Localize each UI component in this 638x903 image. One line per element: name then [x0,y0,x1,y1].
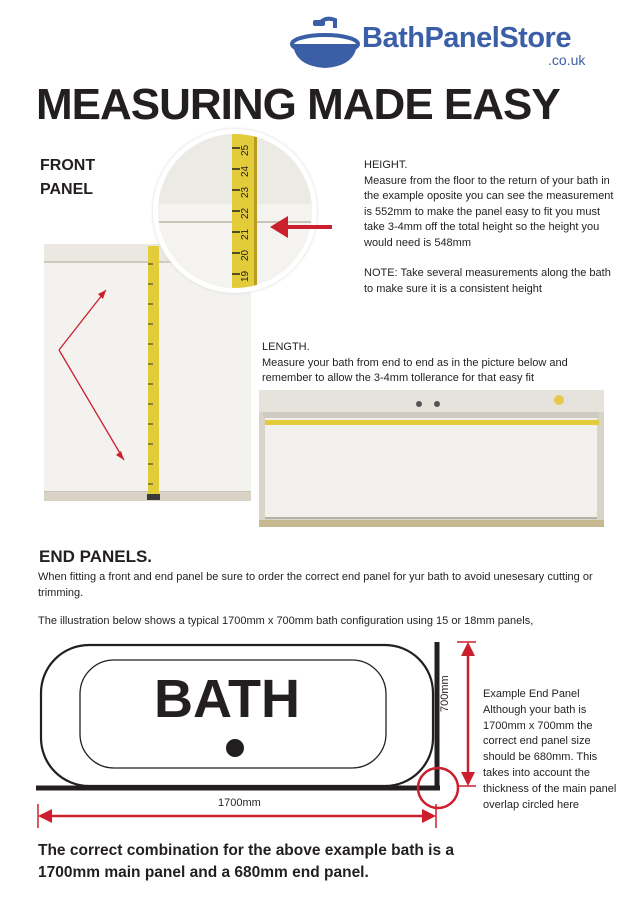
end-panels-title: END PANELS. [39,547,153,566]
tape-tick-label: 22 [240,207,251,219]
front-label-line2: PANEL [40,181,94,198]
front-panel-arrows [54,270,134,470]
front-label-line1: FRONT [40,157,96,174]
end-panels-illustration-intro: The illustration below shows a typical 1700mm x 700mm bath configuration using 15 or 18mm panels, [38,615,534,627]
tape-tick-label: 19 [240,270,251,282]
example-end-panel-text: Example End Panel Although your bath is 1700mm x 700mm the correct end panel size should be 680mm. This takes into account the thickness of the main panel overlap circled here [483,688,617,811]
end-panels-description: When fitting a front and end panel be sure to order the correct end panel for yur bath to avoid unesesary cutting or trimming. [38,571,593,599]
conclusion-text [38,840,608,884]
tape-zoom-circle [158,134,312,288]
tape-tick-label: 21 [240,228,251,240]
tape-tick-label: 20 [240,249,251,261]
logo-tld: .co.uk [548,52,586,68]
height-heading: HEIGHT. [364,159,408,171]
length-heading: LENGTH. [262,341,310,353]
length-instructions [262,340,602,387]
height-pointer-arrow-icon [268,212,334,244]
length-dimension-label: 1700mm [218,797,261,809]
height-body: Measure from the floor to the return of your bath in the example oposite you can see the measurement is 552mm to make the panel easy to fit you must take 3-4mm off the total height so the height you would need is 548mm [364,174,614,249]
bath-length-photo-art [259,390,604,527]
height-instructions [364,158,614,297]
bath-length-photo [259,390,604,527]
height-note: NOTE: Take several measurements along the bath to make sure it is a consistent height [364,267,611,295]
bath-label: BATH [154,669,300,729]
bath-plughole-icon [226,739,244,757]
tape-tick-label: 24 [240,165,251,177]
tape-zoom-art [158,134,312,288]
front-panel-label [40,154,130,202]
width-dimension-label: 700mm [439,675,451,712]
tape-tick-label: 25 [240,144,251,156]
page-title: MEASURING MADE EASY [36,80,560,129]
conclusion-line2: 1700mm main panel and a 680mm end panel. [38,864,369,881]
logo-text: BathPanelStore [362,22,571,54]
logo-basin-icon [289,14,361,72]
length-body: Measure your bath from end to end as in the picture below and remember to allow the 3-4mm tollerance for that easy fit [262,356,568,384]
conclusion-line1: The correct combination for the above example bath is a [38,842,455,859]
tape-tick-label: 23 [240,186,251,198]
